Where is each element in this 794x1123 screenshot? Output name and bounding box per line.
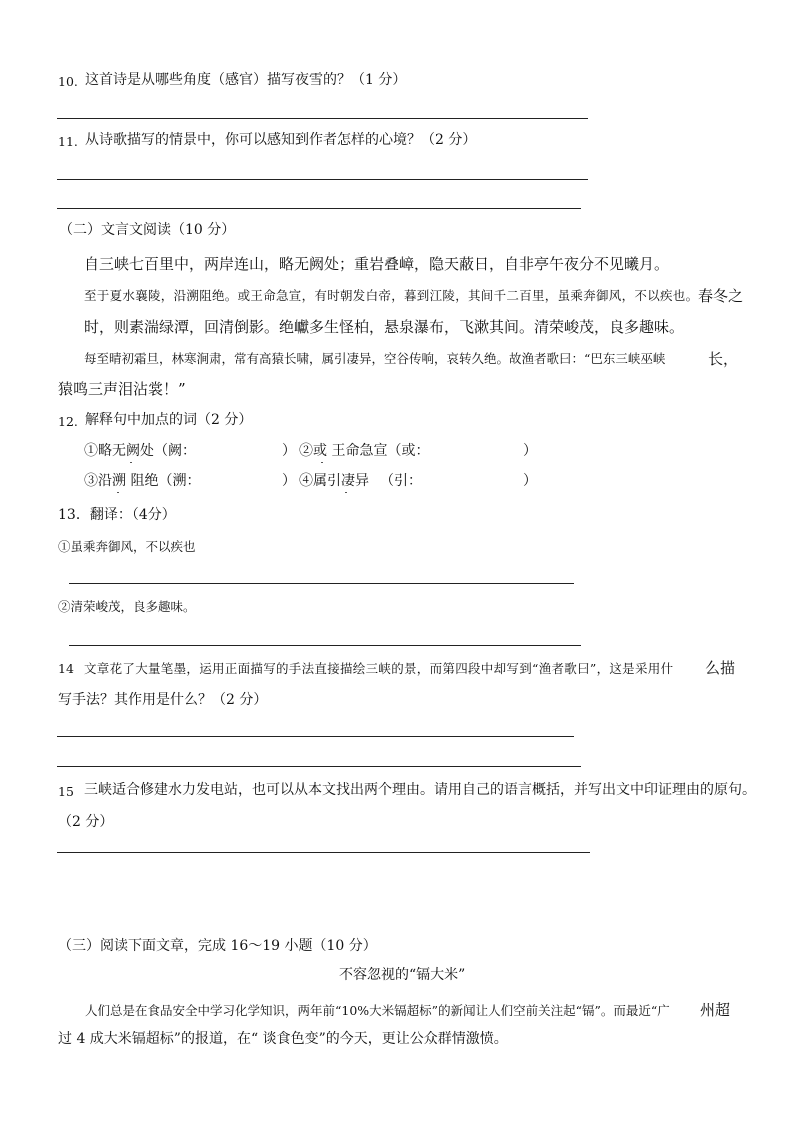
q12-item-1: ①略无阙处（阙： — [84, 443, 196, 459]
section2-paragraph-2a: 至于夏水襄陵，沿溯阻绝。或王命急宣，有时朝发白帝，暮到江陵，其间千二百里，虽乘奔御风，不以疾也。 — [84, 288, 699, 303]
q14-answer-line-2[interactable] — [57, 766, 581, 767]
q13-answer-line-1[interactable] — [69, 583, 574, 584]
section2-title: （二）文言文阅读（10 分） — [59, 222, 236, 238]
q12-item-4-blank: （引： — [380, 473, 422, 489]
section2-paragraph-3c: 猿鸣三声泪沾裳！” — [58, 380, 186, 398]
q11-answer-line-1[interactable] — [57, 179, 588, 180]
q10-question: 这首诗是从哪些角度（感官）描写夜雪的？（1 分） — [85, 72, 407, 88]
q15-answer-line[interactable] — [57, 852, 590, 853]
article-title: 不容忽视的“镉大米” — [339, 967, 466, 983]
q14-question-c: 写手法？其作用是什么？（2 分） — [58, 692, 268, 708]
section2-paragraph-3b: 长， — [708, 350, 739, 368]
q12-item-4: ④属引凄异 — [299, 473, 369, 489]
q12-question: 解释句中加点的词（2 分） — [85, 412, 253, 428]
emphasis-dot — [130, 462, 132, 463]
section2-paragraph-1: 自三峡七百里中，两岸连山，略无阙处；重岩叠嶂，隐天蔽日，自非亭午夜分不见曦月。 — [84, 255, 670, 273]
q12-item-2-close: ） — [523, 443, 537, 459]
emphasis-dot — [117, 492, 119, 493]
q12-item-3-close: ） — [282, 473, 296, 489]
article-paragraph-1a: 人们总是在食品安全中学习化学知识，两年前“10%大米镉超标”的新闻让人们空前关注起“镉”。而最近“广 — [85, 1003, 670, 1018]
q11-question: 从诗歌描写的情景中，你可以感知到作者怎样的心境？（2 分） — [85, 132, 477, 148]
q13-answer-line-2[interactable] — [69, 645, 581, 646]
q14-question-a: 文章花了大量笔墨，运用正面描写的手法直接描绘三峡的景，而第四段中却写到“渔者歌曰”，这是采用什 — [84, 661, 674, 676]
q12-item-4-close: ） — [523, 473, 537, 489]
section3-title: （三）阅读下面文章，完成 16～19 小题（10 分） — [58, 938, 377, 954]
q14-answer-line-1[interactable] — [57, 736, 574, 737]
q12-item-1-close: ） — [282, 443, 296, 459]
q13-sentence-1: ①虽乘奔御风，不以疾也 — [58, 539, 196, 554]
q13-title: 13．翻译：（4分） — [58, 507, 176, 523]
section2-paragraph-2b: 春冬之 — [698, 287, 744, 305]
q14-number: 14 — [58, 661, 74, 676]
article-paragraph-1b: 州超 — [700, 1001, 731, 1019]
q15-question-b: （2 分） — [58, 814, 114, 830]
section2-paragraph-2c: 时，则素湍绿潭，回清倒影。绝巘多生怪柏，悬泉瀑布，飞漱其间。清荣峻茂，良多趣味。 — [84, 318, 685, 336]
q12-number: 12. — [58, 414, 78, 429]
q12-item-2: ②或 王命急宣（或： — [299, 443, 430, 459]
emphasis-dot — [345, 492, 347, 493]
q15-number: 15 — [58, 784, 74, 799]
section2-paragraph-3a: 每至晴初霜旦，林寒涧肃，常有高猿长啸，属引凄异，空谷传响，哀转久绝。故渔者歌曰：“巴东三峡巫峡 — [84, 351, 666, 366]
q10-number: 10. — [58, 74, 78, 89]
q12-item-3: ③沿溯 阻绝（溯： — [84, 473, 201, 489]
emphasis-dot — [321, 462, 323, 463]
q11-answer-line-2[interactable] — [57, 208, 581, 209]
q11-number: 11. — [58, 134, 78, 149]
q10-answer-line[interactable] — [57, 118, 588, 119]
article-paragraph-1c: 过 4 成大米镉超标”的报道，在“ 谈食色变”的今天，更让公众群情激愤。 — [58, 1031, 508, 1047]
q13-sentence-2: ②清荣峻茂，良多趣味。 — [58, 599, 196, 614]
q14-question-b: 么描 — [705, 659, 736, 677]
q15-question-a: 三峡适合修建水力发电站，也可以从本文找出两个理由。请用自己的语言概括，并写出文中印证理由的原句。 — [84, 782, 756, 798]
